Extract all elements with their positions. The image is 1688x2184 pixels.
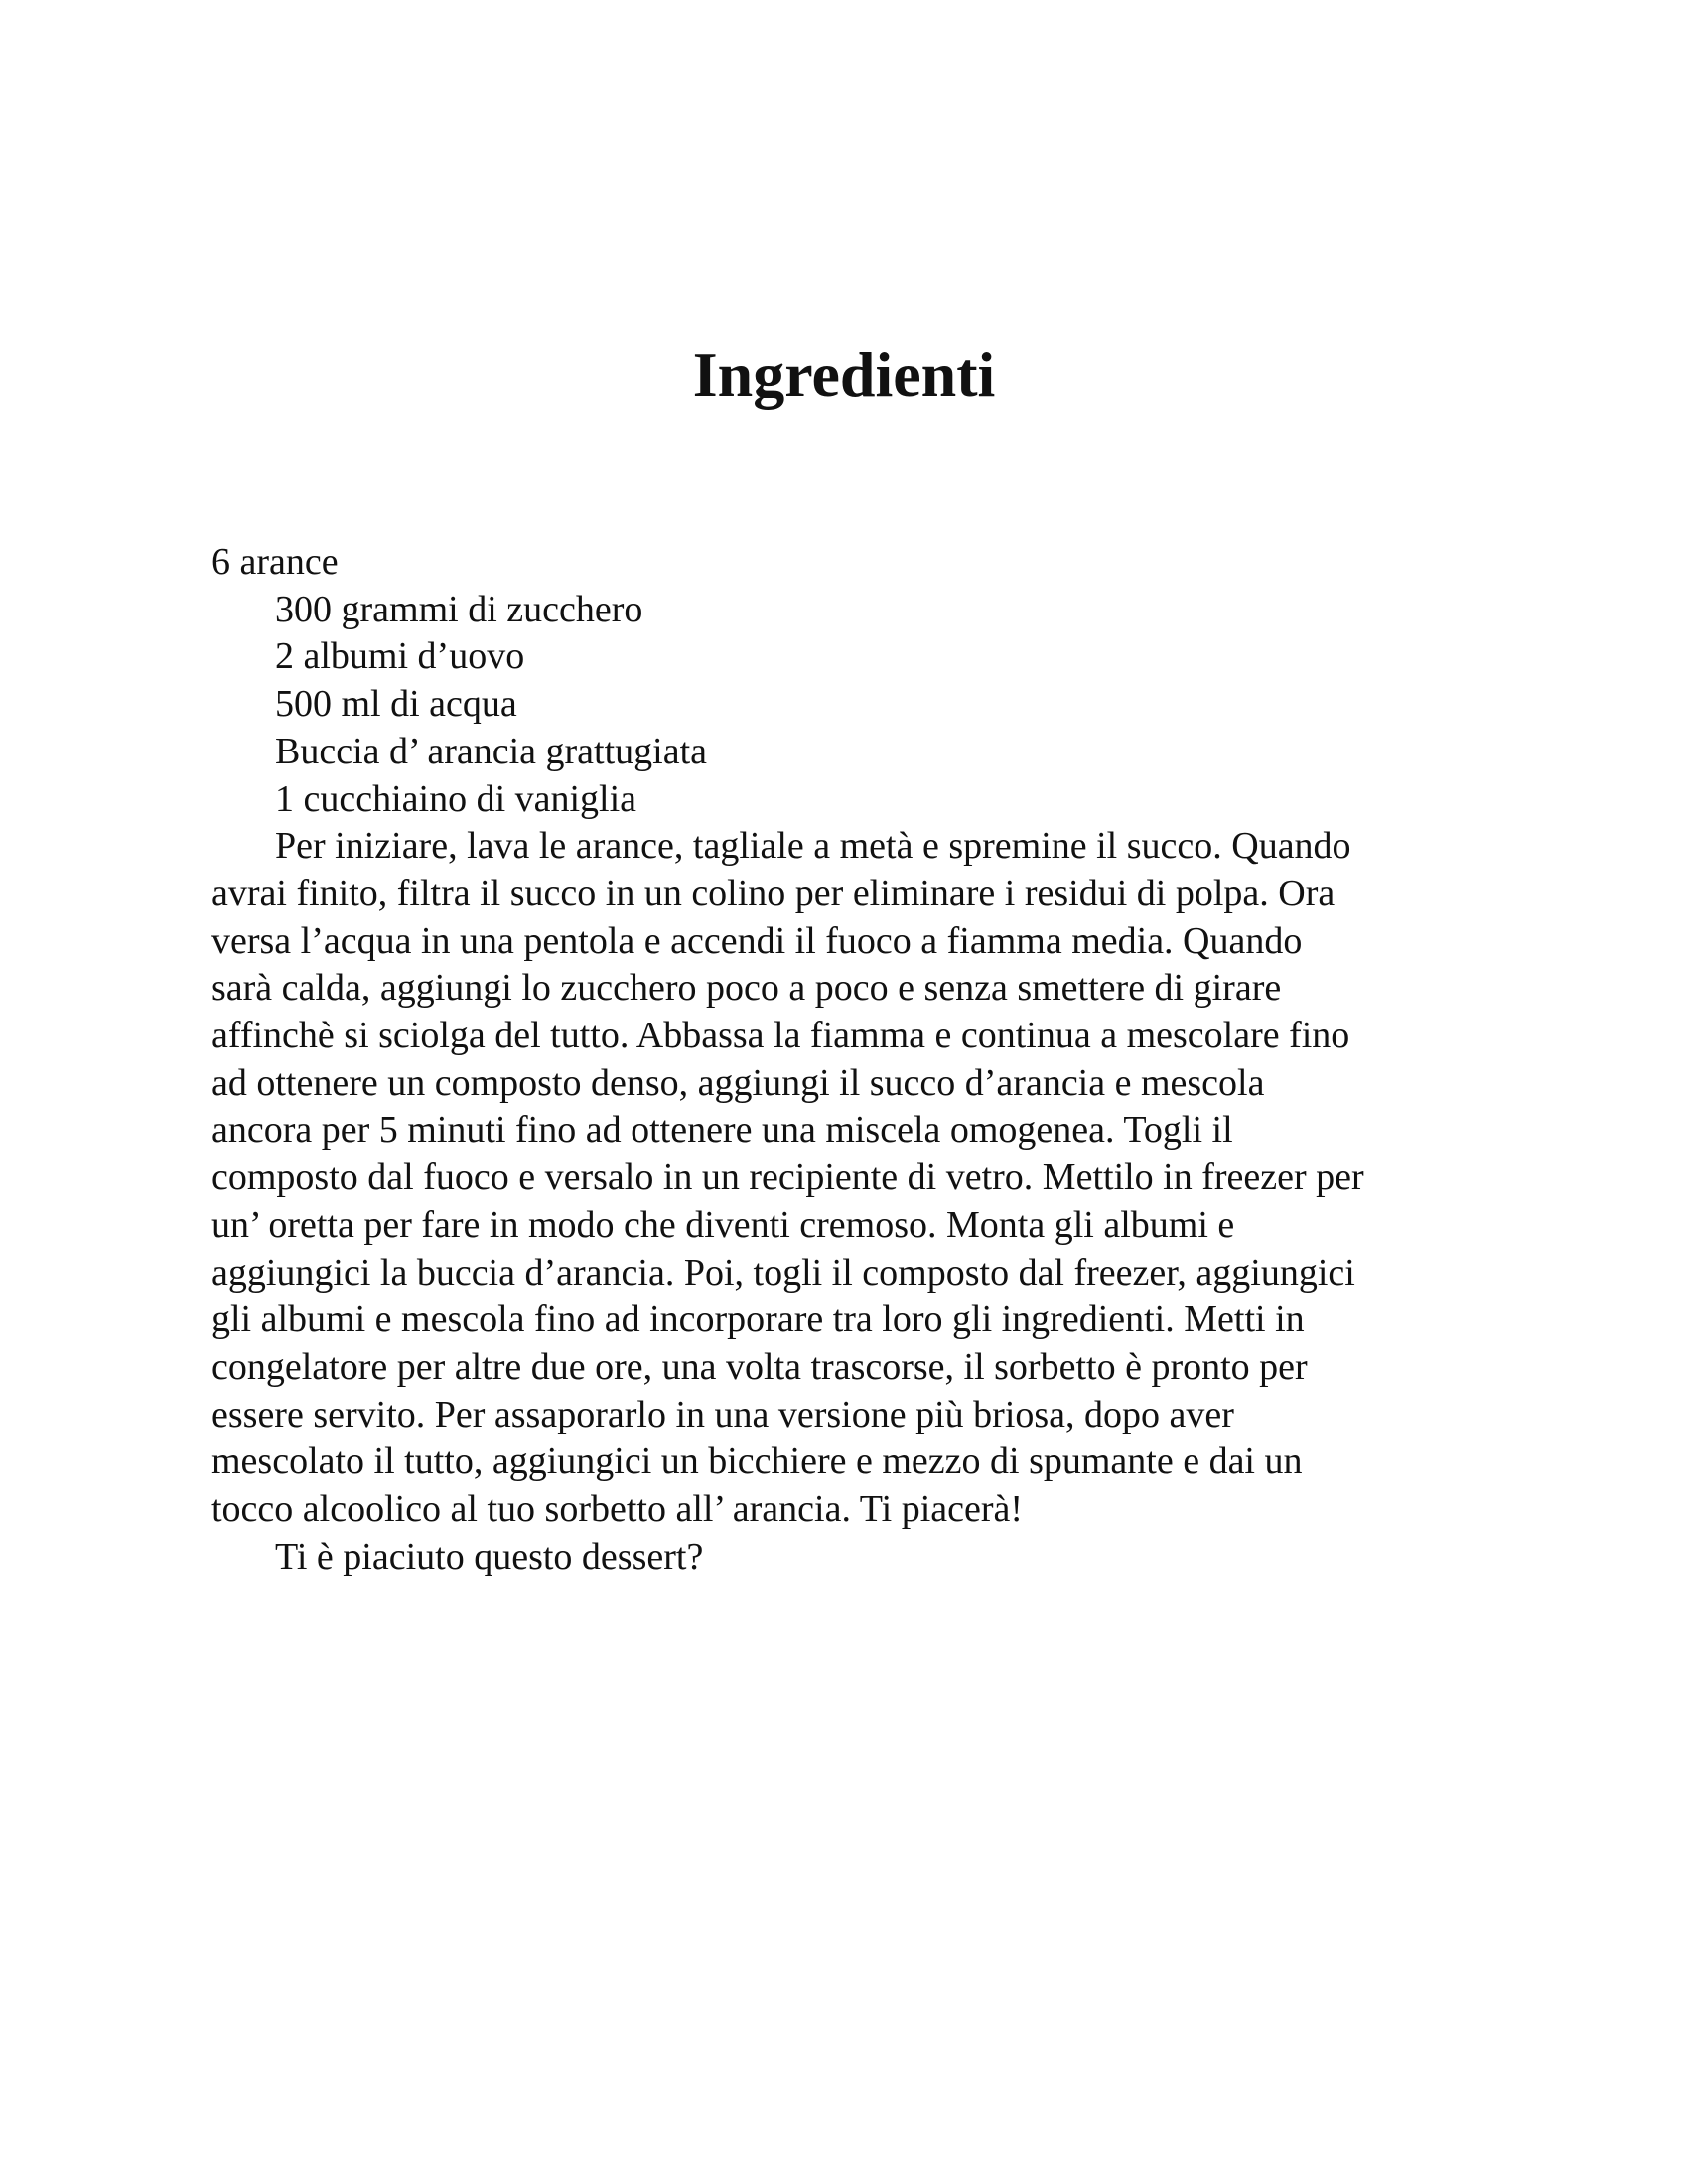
procedure-line: ad ottenere un composto denso, aggiungi il succo d’arancia e mescola bbox=[211, 1061, 1265, 1104]
procedure-line: aggiungici la buccia d’arancia. Poi, togli il composto dal freezer, aggiungici bbox=[211, 1251, 1355, 1294]
ingredient-line: 500 ml di acqua bbox=[275, 683, 517, 726]
procedure-line: avrai finito, filtra il succo in un colino per eliminare i residui di polpa. Ora bbox=[211, 872, 1336, 914]
ingredient-line: 300 grammi di zucchero bbox=[275, 588, 643, 630]
procedure-line: un’ oretta per fare in modo che diventi cremoso. Monta gli albumi e bbox=[211, 1203, 1235, 1246]
ingredient-line: Buccia d’ arancia grattugiata bbox=[275, 730, 707, 772]
procedure-line: mescolato il tutto, aggiungici un bicchiere e mezzo di spumante e dai un bbox=[211, 1440, 1303, 1483]
procedure-line: composto dal fuoco e versalo in un recipiente di vetro. Mettilo in freezer per bbox=[211, 1157, 1364, 1199]
procedure-line: gli albumi e mescola fino ad incorporare tra loro gli ingredienti. Metti in bbox=[211, 1298, 1305, 1341]
closing-question: Ti è piaciuto questo dessert? bbox=[275, 1535, 704, 1577]
ingredient-line: 6 arance bbox=[211, 541, 339, 583]
procedure-line: tocco alcoolico al tuo sorbetto all’ arancia. Ti piacerà! bbox=[211, 1488, 1024, 1531]
procedure-line: congelatore per altre due ore, una volta trascorse, il sorbetto è pronto per bbox=[211, 1345, 1308, 1388]
ingredient-line: 2 albumi d’uovo bbox=[275, 635, 525, 678]
procedure-line: affinchè si sciolga del tutto. Abbassa la fiamma e continua a mescolare fino bbox=[211, 1015, 1350, 1057]
procedure-line: ancora per 5 minuti fino ad ottenere una miscela omogenea. Togli il bbox=[211, 1109, 1233, 1152]
procedure-line: essere servito. Per assaporarlo in una versione più briosa, dopo aver bbox=[211, 1393, 1234, 1435]
procedure-line: sarà calda, aggiungi lo zucchero poco a poco e senza smettere di girare bbox=[211, 967, 1282, 1010]
recipe-body bbox=[211, 539, 1492, 1580]
page-title: Ingredienti bbox=[692, 340, 996, 410]
procedure-line: Per iniziare, lava le arance, tagliale a metà e spremine il succo. Quando bbox=[275, 825, 1351, 868]
procedure-paragraph bbox=[211, 823, 1492, 1534]
ingredient-line: 1 cucchiaino di vaniglia bbox=[275, 777, 637, 820]
procedure-line: versa l’acqua in una pentola e accendi il fuoco a fiamma media. Quando bbox=[211, 919, 1303, 962]
